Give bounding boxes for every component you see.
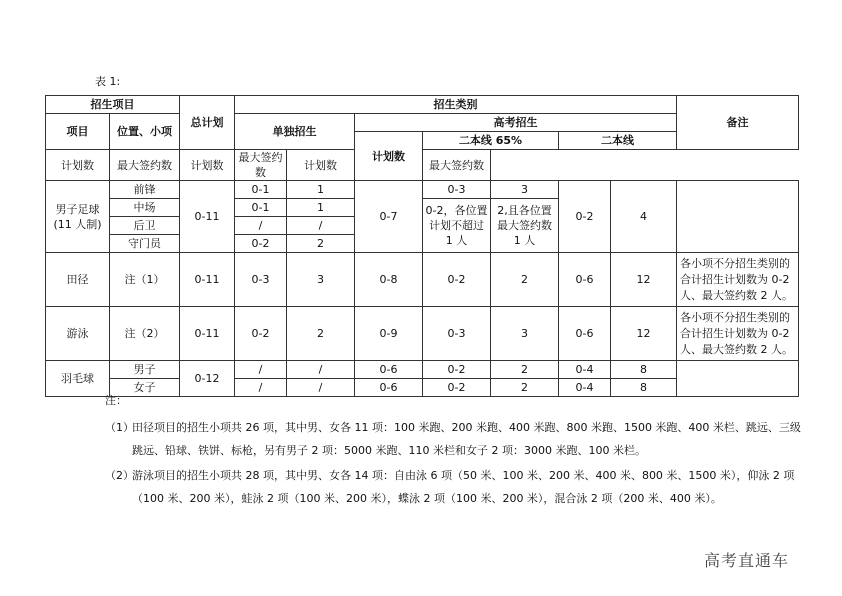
line2-max-cell: 12 bbox=[611, 253, 677, 307]
line65-max-merged bbox=[491, 199, 559, 253]
project-football-name: 男子足球 bbox=[55, 202, 100, 216]
header-total-plan: 总计划 bbox=[180, 96, 235, 150]
header-project: 项目 bbox=[46, 114, 110, 150]
project-swim: 游泳 bbox=[46, 307, 110, 361]
gaokao-plan-cell: 0-9 bbox=[355, 307, 423, 361]
header-project-group: 招生项目 bbox=[46, 96, 180, 114]
line65-plan-merged bbox=[423, 199, 491, 253]
header-line2-max: 最大签约数 bbox=[423, 150, 491, 181]
single-max-cell: / bbox=[287, 379, 355, 397]
table-caption: 表 1: bbox=[95, 75, 121, 88]
project-track: 田径 bbox=[46, 253, 110, 307]
single-plan-cell: / bbox=[235, 379, 287, 397]
project-badminton: 羽毛球 bbox=[46, 361, 110, 397]
gaokao-plan-cell: 0-6 bbox=[355, 379, 423, 397]
line2-plan-cell: 0-6 bbox=[559, 307, 611, 361]
header-position: 位置、小项 bbox=[110, 114, 180, 150]
position-cell: 注（2） bbox=[110, 307, 180, 361]
single-max-cell: 1 bbox=[287, 199, 355, 217]
line65-plan-cell: 0-2 bbox=[423, 379, 491, 397]
football-total: 0-11 bbox=[180, 181, 235, 253]
header-line65: 二本线 65% bbox=[423, 132, 559, 150]
line65-plan-line: 计划不超过 bbox=[429, 219, 484, 232]
football-remark bbox=[677, 181, 799, 253]
header-single-max: 最大签约数 bbox=[110, 150, 180, 181]
position-cell: 后卫 bbox=[110, 217, 180, 235]
line2-plan-cell: 0-4 bbox=[559, 379, 611, 397]
note-item bbox=[105, 416, 805, 462]
single-plan-cell: 0-2 bbox=[235, 235, 287, 253]
note-item bbox=[105, 464, 805, 510]
gaokao-plan-cell: 0-8 bbox=[355, 253, 423, 307]
single-plan-cell: 0-3 bbox=[235, 253, 287, 307]
position-cell: 守门员 bbox=[110, 235, 180, 253]
line2-plan-cell: 0-6 bbox=[559, 253, 611, 307]
line2-max-cell: 8 bbox=[611, 361, 677, 379]
project-football bbox=[46, 181, 110, 253]
header-remark: 备注 bbox=[677, 96, 799, 150]
line65-plan-line: 1 人 bbox=[445, 234, 468, 247]
line2-plan-cell: 0-4 bbox=[559, 361, 611, 379]
header-gaokao-plan: 计划数 bbox=[355, 132, 423, 181]
header-line65-plan: 计划数 bbox=[180, 150, 235, 181]
position-cell: 女子 bbox=[110, 379, 180, 397]
position-cell: 注（1） bbox=[110, 253, 180, 307]
total-cell: 0-11 bbox=[180, 307, 235, 361]
table-row bbox=[46, 307, 799, 361]
single-max-cell: / bbox=[287, 361, 355, 379]
football-line2-max: 4 bbox=[611, 181, 677, 253]
line65-plan-cell: 0-2 bbox=[423, 253, 491, 307]
remark-cell: 各小项不分招生类别的合计招生计划数为 0-2 人、最大签约数 2 人。 bbox=[677, 253, 799, 307]
position-cell: 男子 bbox=[110, 361, 180, 379]
enrollment-table bbox=[45, 95, 799, 397]
line65-max-cell: 3 bbox=[491, 307, 559, 361]
line2-max-cell: 8 bbox=[611, 379, 677, 397]
single-plan-cell: / bbox=[235, 217, 287, 235]
single-plan-cell: 0-2 bbox=[235, 307, 287, 361]
header-single: 单独招生 bbox=[235, 114, 355, 150]
header-line65-max: 最大签约数 bbox=[235, 150, 287, 181]
football-line2-plan: 0-2 bbox=[559, 181, 611, 253]
line65-plan-cell: 0-3 bbox=[423, 181, 491, 199]
line65-max-cell: 2 bbox=[491, 379, 559, 397]
line65-plan-line: 0-2，各位置 bbox=[425, 204, 488, 217]
remark-cell: 各小项不分招生类别的合计招生计划数为 0-2 人、最大签约数 2 人。 bbox=[677, 307, 799, 361]
badminton-total: 0-12 bbox=[180, 361, 235, 397]
line65-max-cell: 2 bbox=[491, 361, 559, 379]
position-cell: 前锋 bbox=[110, 181, 180, 199]
watermark: 高考直通车 bbox=[704, 551, 790, 570]
project-football-format: (11 人制) bbox=[53, 217, 102, 231]
gaokao-plan-cell: 0-6 bbox=[355, 361, 423, 379]
single-max-cell: 3 bbox=[287, 253, 355, 307]
header-single-plan: 计划数 bbox=[46, 150, 110, 181]
line65-max-cell: 3 bbox=[491, 181, 559, 199]
line65-plan-cell: 0-2 bbox=[423, 361, 491, 379]
table-row bbox=[46, 181, 799, 199]
line65-max-line: 最大签约数 bbox=[497, 219, 552, 232]
notes-section bbox=[105, 392, 805, 512]
single-plan-cell: / bbox=[235, 361, 287, 379]
line65-plan-cell: 0-3 bbox=[423, 307, 491, 361]
line65-max-line: 2,且各位置 bbox=[497, 204, 552, 217]
single-max-cell: 2 bbox=[287, 235, 355, 253]
line2-max-cell: 12 bbox=[611, 307, 677, 361]
notes-title: 注： bbox=[105, 394, 127, 407]
line65-max-cell: 2 bbox=[491, 253, 559, 307]
single-max-cell: / bbox=[287, 217, 355, 235]
single-max-cell: 2 bbox=[287, 307, 355, 361]
table-row bbox=[46, 253, 799, 307]
header-line2: 二本线 bbox=[559, 132, 677, 150]
note-text: 游泳项目的招生小项共 28 项，其中男、女各 14 项：自由泳 6 项（50 米、100 米、200 米、400 米、800 米、1500 米），仰泳 2 项（100 米、200 米），蛙泳 2 项（100 米、200 米），蝶泳 2 项（100 米、200 米），混合泳 2 项（200 米、400 米）。 bbox=[132, 469, 795, 505]
note-number: （2） bbox=[105, 469, 134, 482]
note-number: （1） bbox=[105, 421, 134, 434]
header-category: 招生类别 bbox=[235, 96, 677, 114]
position-cell: 中场 bbox=[110, 199, 180, 217]
line65-max-line: 1 人 bbox=[513, 234, 536, 247]
football-gaokao-plan: 0-7 bbox=[355, 181, 423, 253]
single-plan-cell: 0-1 bbox=[235, 181, 287, 199]
single-plan-cell: 0-1 bbox=[235, 199, 287, 217]
header-line2-plan: 计划数 bbox=[287, 150, 355, 181]
single-max-cell: 1 bbox=[287, 181, 355, 199]
header-gaokao: 高考招生 bbox=[355, 114, 677, 132]
table-row bbox=[46, 361, 799, 379]
note-text: 田径项目的招生小项共 26 项，其中男、女各 11 项：100 米跑、200 米跑、400 米跑、800 米跑、1500 米跑、400 米栏、跳远、三级跳远、铅球、铁饼、标枪，另有男子 2 项：5000 米跑、110 米栏和女子 2 项：3000 米跑、100 米栏。 bbox=[132, 421, 801, 457]
total-cell: 0-11 bbox=[180, 253, 235, 307]
